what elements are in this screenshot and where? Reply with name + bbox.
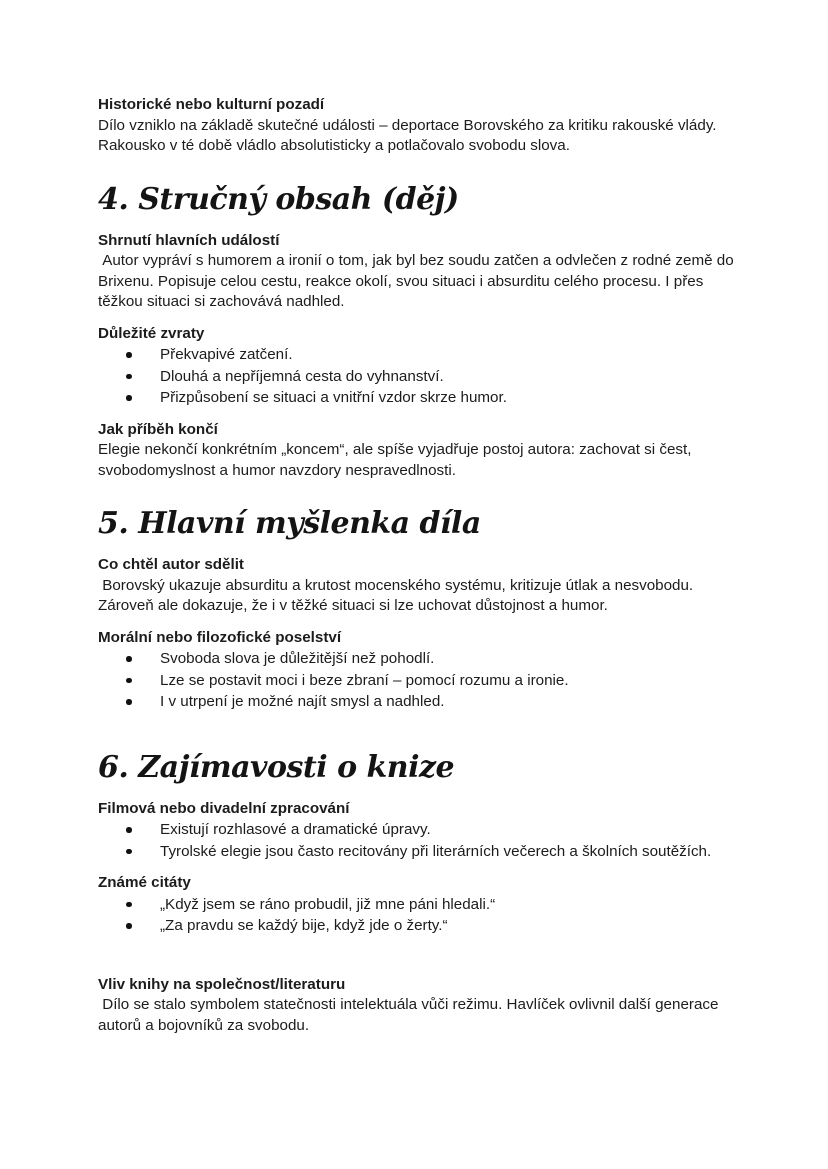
bullet-list-plot-twists [98,344,752,409]
subsection-heading-historical-background: Historické nebo kulturní pozadí [98,96,325,113]
list-item: Překvapivé zatčení. [98,344,752,366]
list-item: „Když jsem se ráno probudil, již mne páni hledali.“ [98,894,752,916]
paragraph-influence: Dílo se stalo symbolem statečnosti intelektuála vůči režimu. Havlíček ovlivnil další generace autorů a bojovníků za svobodu. [98,996,723,1034]
list-item: Lze se postavit moci i beze zbraní – pomocí rozumu a ironie. [98,670,752,692]
list-item: I v utrpení je možné najít smysl a nadhled. [98,691,752,713]
list-item: Tyrolské elegie jsou často recitovány při literárních večerech a školních soutěžích. [98,841,752,863]
subsection-heading-moral-message: Morální nebo filozofické poselství [98,628,342,646]
paragraph-historical-background: Dílo vzniklo na základě skutečné události – deportace Borovského za kritiku rakouské vlády. Rakousko v té době vládlo absolutisticky a potlačovalo svobodu slova. [98,116,721,154]
document-content [98,95,752,1036]
paragraph-summary: Autor vypráví s humorem a ironií o tom, jak byl bez soudu zatčen a odvlečen z rodné země do Brixenu. Popisuje celou cestu, reakce okolí, svou situaci i absurditu celého procesu. I přes těžkou situaci si zachovává nadhled. [98,252,738,310]
subsection-heading-adaptations: Filmová nebo divadelní zpracování [98,799,350,817]
bullet-list-moral-message [98,648,752,713]
section-heading-4-strucny-obsah: 4. Stručný obsah (děj) [98,181,459,217]
paragraph-author-message: Borovský ukazuje absurditu a krutost mocenského systému, kritizuje útlak a nesvobodu. Zároveň ale dokazuje, že i v těžké situaci si lze uchovat důstojnost a humor. [98,576,698,614]
subsection-heading-plot-twists: Důležité zvraty [98,324,205,342]
list-item: Přizpůsobení se situaci a vnitřní vzdor skrze humor. [98,387,752,409]
subsection-heading-influence: Vliv knihy na společnost/literaturu [98,975,346,993]
subsection-heading-summary: Shrnutí hlavních událostí [98,231,280,249]
subsection-heading-famous-quotes: Známé citáty [98,874,191,891]
paragraph-ending: Elegie nekončí konkrétním „koncem“, ale spíše vyjadřuje postoj autora: zachovat si čest, svobodomyslnost a humor navzdory nespravedlnosti. [98,441,696,479]
subsection-heading-ending: Jak příběh končí [98,420,218,438]
section-heading-6-zajimavosti: 6. Zajímavosti o knize [98,749,455,785]
bullet-list-adaptations [98,819,752,862]
list-item: Dlouhá a nepříjemná cesta do vyhnanství. [98,366,752,388]
subsection-heading-author-message: Co chtěl autor sdělit [98,556,244,573]
list-item: Existují rozhlasové a dramatické úpravy. [98,819,752,841]
list-item: „Za pravdu se každý bije, když jde o žerty.“ [98,915,752,937]
section-heading-5-hlavni-myslenka: 5. Hlavní myšlenka díla [98,506,481,541]
list-item: Svoboda slova je důležitější než pohodlí. [98,648,752,670]
bullet-list-famous-quotes [98,894,752,937]
